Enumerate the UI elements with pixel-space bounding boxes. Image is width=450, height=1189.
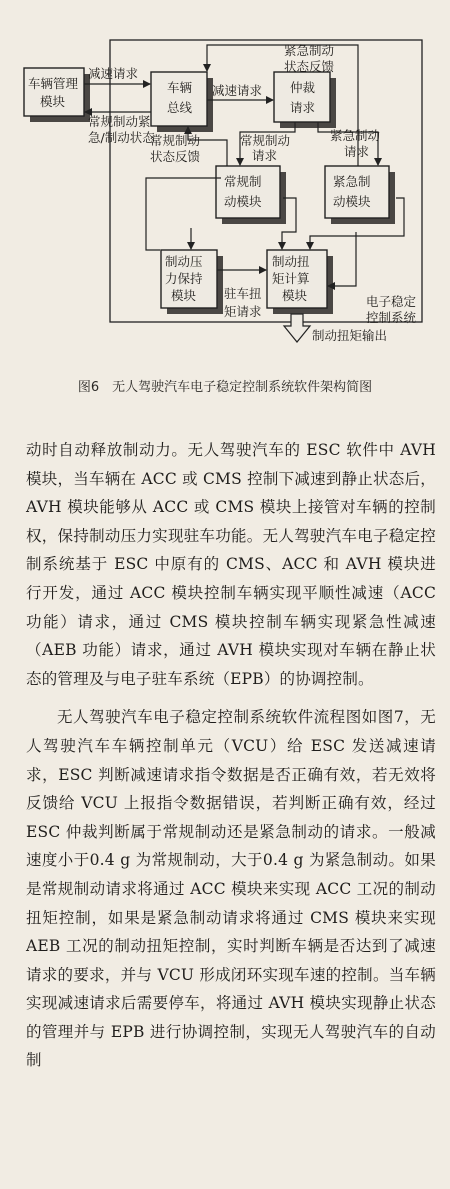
label-normal-feedback-1: 常规制动 [150, 133, 201, 148]
label-status-2: 急/制动状态 [88, 130, 155, 145]
svg-text:矩计算: 矩计算 [272, 271, 310, 286]
svg-text:模块: 模块 [40, 94, 66, 109]
paragraph-2: 无人驾驶汽车电子稳定控制系统软件流程图如图7，无人驾驶汽车车辆控制单元（VCU）给 ESC 发送减速请求，ESC 判断减速请求指令数据是否正确有效，若无效将反馈给 VCU 上报指令数据错误，若判断正确有效，经过 ESC 仲裁判断属于常规制动还是紧急制动的请求。一般减速度小于0.4 g 为常规制动，大于0.4 g 为紧急制动。如果是常规制动请求将通过 ACC 模块来实现 ACC 工况的制动扭矩控制，如果是紧急制动请求将通过 CMS 模块来实现 AEB 工况的制动扭矩控制，实时判断车辆是否达到了减速请求的要求，并与 VCU 形成闭环实现车速的控制。当车辆实现减速请求后需要停车，将通过 AVH 模块实现静止状态的管理并与 EPB 进行协调控制，实现无人驾驶汽车的自动制 [26, 708, 436, 1070]
label-normal-request-1: 常规制动 [240, 133, 291, 148]
label-emergency-feedback-1: 紧急制动 [284, 43, 335, 58]
body-text [26, 436, 436, 1075]
svg-text:制动压: 制动压 [165, 254, 203, 269]
svg-text:请求: 请求 [290, 100, 316, 115]
label-decel-request-2: 减速请求 [212, 83, 263, 98]
software-architecture-diagram [0, 0, 450, 360]
svg-text:模块: 模块 [171, 288, 197, 303]
label-normal-request-2: 请求 [252, 148, 278, 163]
label-parking-request-1: 驻车扭 [224, 286, 262, 301]
svg-text:力保持: 力保持 [165, 271, 203, 286]
svg-text:模块: 模块 [282, 288, 308, 303]
label-emergency-request-2: 请求 [344, 144, 370, 159]
paragraph-1: 动时自动释放制动力。无人驾驶汽车的 ESC 软件中 AVH 模块，当车辆在 ACC 或 CMS 控制下减速到静止状态后，AVH 模块能够从 ACC 或 CMS 模块上接管对车辆的控制权，保持制动压力实现驻车功能。无人驾驶汽车电子稳定控制系统基于 ESC 中原有的 CMS、ACC 和 AVH 模块进行开发，通过 ACC 模块控制车辆实现平顺性减速（ACC 功能）请求，通过 CMS 模块控制车辆实现紧急性减速（AEB 功能）请求，通过 AVH 模块实现对车辆在静止状态的管理及与电子驻车系统（EPB）的协调控制。 [26, 441, 436, 688]
vehicle-management-module-box [24, 68, 90, 122]
emergency-braking-module-box [325, 166, 395, 224]
svg-text:制动扭: 制动扭 [272, 254, 310, 269]
torque-output-arrow [284, 314, 310, 342]
svg-text:总线: 总线 [167, 100, 193, 115]
svg-text:车辆: 车辆 [167, 80, 193, 95]
vehicle-bus-box [151, 72, 213, 132]
label-parking-request-2: 矩请求 [224, 304, 262, 319]
arbitration-request-box [274, 72, 336, 128]
label-emergency-request-1: 紧急制动 [330, 128, 381, 143]
normal-braking-module-box [216, 166, 286, 224]
label-esc-system-1: 电子稳定 [366, 294, 417, 309]
label-torque-output: 制动扭矩输出 [312, 328, 388, 343]
label-esc-system-2: 控制系统 [366, 310, 417, 325]
svg-text:紧急制: 紧急制 [333, 174, 371, 189]
brake-torque-calc-module-box [267, 250, 333, 314]
svg-text:车辆管理: 车辆管理 [28, 76, 79, 91]
svg-text:仲裁: 仲裁 [290, 80, 316, 95]
label-decel-request-1: 减速请求 [88, 66, 139, 81]
label-normal-feedback-2: 状态反馈 [150, 149, 201, 164]
svg-text:常规制: 常规制 [224, 174, 262, 189]
label-emergency-feedback-2: 状态反馈 [284, 59, 335, 74]
pressure-hold-module-box [161, 250, 223, 314]
line-normal-to-hold [146, 178, 221, 250]
svg-text:动模块: 动模块 [333, 194, 371, 209]
svg-text:动模块: 动模块 [224, 194, 262, 209]
figure-caption: 图6 无人驾驶汽车电子稳定控制系统软件架构简图 [77, 380, 373, 395]
label-status-1: 常规制动紧 [88, 114, 151, 129]
